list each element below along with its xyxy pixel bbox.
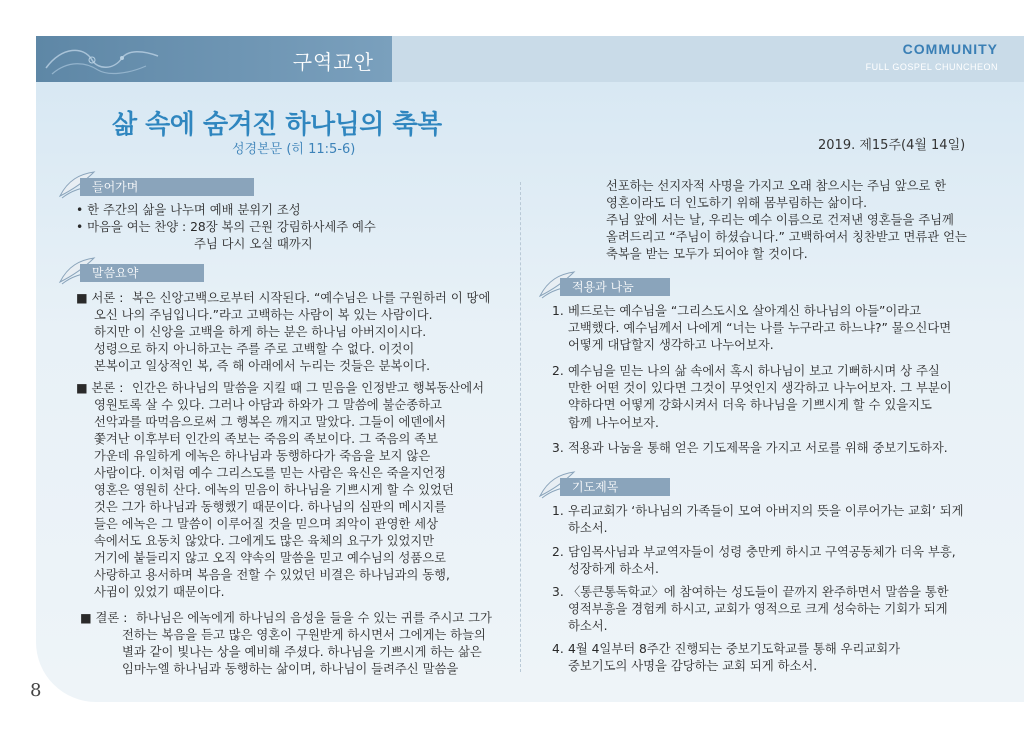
body-text-line: 인간은 하나님의 말씀을 지킬 때 그 믿음을 인정받고 행복동산에서: [132, 381, 484, 395]
scripture-reference: 성경본문 (히 11:5-6): [232, 142, 356, 157]
item-line: 약하다면 어떻게 강화시켜서 더욱 하나님을 기쁘시게 할 수 있을지도: [568, 398, 932, 413]
page-header: [36, 36, 1024, 82]
body-paragraph: [76, 380, 506, 610]
conclusion-text-line: 임마누엘 하나님과 동행하는 삶이며, 하나님이 들려주신 말씀을: [122, 662, 459, 676]
body-label: ■ 본론 :: [76, 381, 124, 395]
item-line: 만한 어떤 것이 있다면 그것이 무엇인지 생각하고 나누어보자. 그 부분이: [568, 381, 952, 396]
column-divider: [520, 182, 521, 672]
item-line: 고백했다. 예수님께서 나에게 “너는 나를 누구라고 하느냐?” 물으신다면: [568, 321, 952, 336]
prayer-heading-label: 기도제목: [560, 478, 670, 496]
item-line: 적용과 나눔을 통해 얻은 기도제목을 가지고 서로를 위해 중보기도하자.: [568, 441, 948, 455]
intro-paragraph: [76, 290, 506, 380]
header-title-band: [36, 36, 392, 82]
body-text-line: 사귐이 있었기 때문이다.: [94, 585, 225, 599]
intro-heading-label: 들어가며: [80, 178, 254, 196]
section-title: 구역교안: [292, 50, 374, 74]
conclusion-text-line: 하나님은 에녹에게 하나님의 음성을 들을 수 있는 귀를 주시고 그가: [136, 611, 492, 625]
page-number: 8: [30, 680, 42, 701]
intro-line-1: • 한 주간의 삶을 나누며 예배 분위기 조성: [76, 203, 301, 217]
item-line: 하소서.: [568, 521, 608, 536]
body-text-line: 영혼은 영원히 산다. 에녹의 믿음이 하나님을 기쁘시게 할 수 있었던: [94, 483, 454, 497]
intro-text-line: 하지만 이 신앙을 고백을 하게 하는 분은 하나님 아버지이시다.: [94, 325, 427, 339]
item-number: 4.: [552, 642, 564, 656]
conclusion-text-line: 전하는 복음을 듣고 많은 영혼이 구원받게 하시면서 그에게는 하늘의: [122, 628, 486, 642]
body-text-line: 거기에 붙들리지 않고 오직 약속의 말씀을 믿고 예수님의 성품으로: [94, 551, 446, 565]
body-text-line: 선악과를 따먹음으로써 그 행복은 깨지고 말았다. 그들이 에덴에서: [94, 415, 446, 429]
intro-text-line: 본복이고 일상적인 복, 즉 해 아래에서 누리는 것들은 분복이다.: [94, 359, 431, 373]
item-line: 영적부흥을 경험케 하시고, 교회가 영적으로 크게 성숙하는 기회가 되게: [568, 602, 948, 617]
intro-text-line: 오신 나의 주님입니다.”라고 고백하는 사람이 복 있는 사람이다.: [94, 308, 433, 322]
item-number: 1.: [552, 304, 564, 318]
item-line: 중보기도의 사명을 감당하는 교회 되게 하소서.: [568, 659, 818, 674]
item-line: 4월 4일부터 8주간 진행되는 중보기도학교를 통해 우리교회가: [568, 642, 901, 656]
intro-line-2: • 마음을 여는 찬양 : 28장 복의 근원 강림하사세주 예수: [76, 220, 376, 234]
body-text-line: 속에서도 요동치 않았다. 그에게도 많은 육체의 요구가 있었지만: [94, 534, 435, 548]
continuation-line: 올려드리고 “주님이 하셨습니다.” 고백하여서 칭찬받고 면류관 얻는: [606, 230, 967, 244]
summary-heading-label: 말씀요약: [80, 264, 204, 282]
item-line: 우리교회가 ‘하나님의 가족들이 모여 아버지의 뜻을 이루어가는 교회’ 되게: [568, 504, 964, 518]
swirl-ornament-icon: [42, 40, 162, 80]
item-line: 베드로는 예수님을 “그리스도시오 살아계신 하나님의 아들”이라고: [568, 304, 922, 318]
item-number: 2.: [552, 364, 564, 378]
body-text-line: 것은 그가 하나님과 동행했기 때문이다. 하나님의 심판의 메시지를: [94, 500, 446, 514]
item-line: 함께 나누어보자.: [568, 415, 659, 430]
item-text: [568, 641, 982, 675]
item-line: 예수님을 믿는 나의 삶 속에서 혹시 하나님이 보고 기뻐하시며 상 주실: [568, 364, 940, 378]
item-line: 어떻게 대답할지 생각하고 나누어보자.: [568, 338, 774, 353]
item-line: 성장하게 하소서.: [568, 562, 659, 577]
item-line: 하소서.: [568, 619, 608, 634]
item-text: [568, 503, 982, 537]
body-text-line: 가운데 유일하게 에녹은 하나님과 동행하다가 죽음을 보지 않은: [94, 449, 431, 463]
church-label: FULL GOSPEL CHUNCHEON: [865, 62, 998, 72]
conclusion-label: ■ 결론 :: [80, 611, 128, 625]
item-text: [568, 544, 982, 578]
continuation-line: 주님 앞에 서는 날, 우리는 예수 이름으로 건져낸 영혼들을 주님께: [606, 213, 954, 227]
intro-text-line: 복은 신앙고백으로부터 시작된다. “예수님은 나를 구원하러 이 땅에: [132, 291, 491, 305]
item-line: 담임목사님과 부교역자들이 성령 충만케 하시고 구역공동체가 더욱 부흥,: [568, 545, 956, 559]
continuation-line: 영혼이라도 더 인도하기 위해 몸부림하는 삶이다.: [606, 196, 868, 210]
item-number: 3.: [552, 441, 564, 455]
body-text-line: 사랑하고 용서하며 복음을 전할 수 있었던 비결은 하나님과의 동행,: [94, 568, 450, 582]
date-label: 2019. 제15주(4월 14일): [818, 138, 966, 153]
intro-label: ■ 서론 :: [76, 291, 124, 305]
body-text-line: 영원토록 살 수 있다. 그러나 아담과 하와가 그 말씀에 불순종하고: [94, 398, 442, 412]
item-text: [568, 303, 982, 355]
item-number: 3.: [552, 585, 564, 599]
conclusion-text-line: 별과 같이 빛나는 상을 예비해 주셨다. 하나님을 기쁘시게 하는 삶은: [122, 645, 482, 659]
item-text: [568, 440, 982, 457]
intro-line-3: 주님 다시 오실 때까지: [194, 237, 313, 251]
conclusion-paragraph: [80, 610, 510, 682]
body-text-line: 사람이다. 이처럼 예수 그리스도를 믿는 사람은 육신은 죽을지언정: [94, 466, 446, 480]
continuation-line: 선포하는 선지자적 사명을 가지고 오래 참으시는 주님 앞으로 한: [606, 179, 947, 193]
page-title: 삶 속에 숨겨진 하나님의 축복: [112, 110, 442, 140]
item-text: [568, 584, 982, 636]
item-text: [568, 363, 982, 432]
intro-text-line: 성령으로 하지 아니하고는 주를 주로 고백할 수 없다. 이것이: [94, 342, 415, 356]
community-label: COMMUNITY: [902, 41, 998, 57]
item-number: 2.: [552, 545, 564, 559]
body-text-line: 쫓겨난 이후부터 인간의 족보는 죽음의 족보이다. 그 죽음의 족보: [94, 432, 439, 446]
continuation-line: 축복을 받는 모두가 되어야 할 것이다.: [606, 247, 808, 261]
apply-heading-label: 적용과 나눔: [560, 278, 670, 296]
item-number: 1.: [552, 504, 564, 518]
item-line: 〈통큰통독학교〉에 참여하는 성도들이 끝까지 완주하면서 말씀을 통한: [568, 585, 949, 599]
body-text-line: 들은 에녹은 그 말씀이 이루어질 것을 믿으며 죄악이 관영한 세상: [94, 517, 439, 531]
